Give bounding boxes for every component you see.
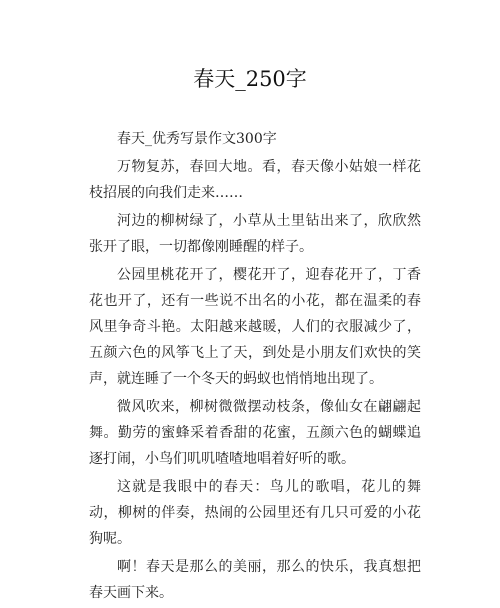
paragraph-5: 这就是我眼中的春天：鸟儿的歌唱，花儿的舞动，柳树的伴奏，热闹的公园里还有几只可爱的小花狗呢。 [89,479,421,547]
paragraph-4: 微风吹来，柳树微微摆动枝条，像仙女在翩翩起舞。勤劳的蜜蜂采着香甜的花蜜，五颜六色的蝴蝶追逐打闹，小鸟们叽叽喳喳地唱着好听的歌。 [89,399,421,467]
article-body [89,126,421,608]
paragraph-2: 河边的柳树绿了，小草从土里钻出来了，欣欣然张开了眼，一切都像刚睡醒的样子。 [89,213,421,255]
paragraph-3: 公园里桃花开了，樱花开了，迎春花开了，丁香花也开了，还有一些说不出名的小花，都在温柔的春风里争奇斗艳。太阳越来越暖，人们的衣服减少了，五颜六色的风筝飞上了天，到处是小朋友们欢快的笑声，就连睡了一个冬天的蚂蚁也悄悄地出现了。 [89,267,421,387]
article-subtitle: 春天_优秀写景作文300字 [117,131,277,147]
paragraph-1: 万物复苏，春回大地。看，春天像小姑娘一样花枝招展的向我们走来…… [89,159,421,201]
page-title: 春天_250字 [193,67,307,91]
paragraph-6: 啊！春天是那么的美丽，那么的快乐，我真想把春天画下来。 [89,559,421,601]
